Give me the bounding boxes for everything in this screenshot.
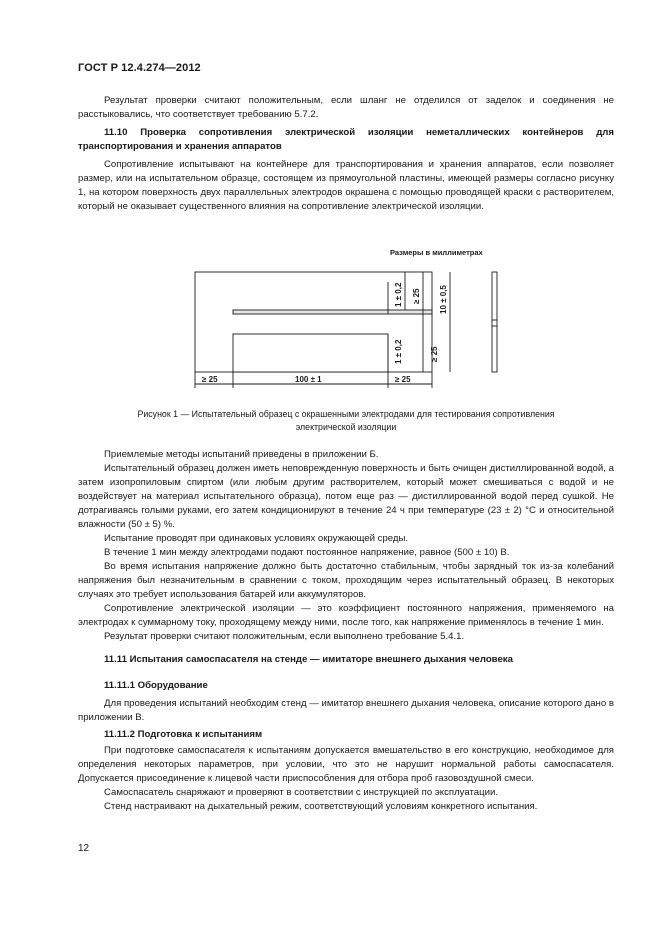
page-number: 12	[78, 843, 90, 854]
dim-right-margin: ≥ 25	[395, 375, 411, 384]
section-11-11-heading: 11.11 Испытания самоспасателя на стенде — имитаторе внешнего дыхания человека	[104, 654, 513, 665]
bottom-electrode	[233, 334, 388, 372]
section-11-10-heading: 11.10 Проверка сопротивления электрической изоляции неметаллических контейнеров для транспортирования и хранения аппаратов	[78, 127, 614, 152]
paragraph: Испытательный образец должен иметь неповрежденную поверхность и быть очищен дистиллированной водой, а затем изопропиловым спиртом (или любым другим растворителем, который может смешиваться с водой и не воздействует на материал испытательного образца), потом еще раз — дистиллированной водой перед сушкой. Не дотрагиваясь голыми руками, его затем кондиционируют в течение 24 ч при температуре (23 ± 2) °C и относительной влажности (50 ± 5) %.	[78, 463, 614, 530]
section-11-10-paragraph: Сопротивление испытывают на контейнере для транспортирования и хранения аппаратов, если позволяет размер, или на испытательном образце, состоящем из прямоугольной пластины, имеющей размеры согласно рисунку 1, на котором поверхность двух параллельных электродов окрашена с помощью проводящей краски с растворителем, который не оказывает существенного влияния на сопротивление электрической изоляции.	[78, 159, 614, 212]
dim-thickness: 10 ± 0,5	[439, 285, 448, 314]
paragraph: Сопротивление электрической изоляции — это коэффициент постоянного напряжения, применяемого на электродах к суммарному току, проходящему между ними, после того, как напряжение применялось в течение 1 мин.	[78, 603, 614, 628]
dim-top-band: ≥ 25	[412, 288, 421, 304]
paragraph: Стенд настраивают на дыхательный режим, соответствующий условиям конкретного испытания.	[104, 801, 538, 812]
dim-left-margin: ≥ 25	[202, 375, 218, 384]
paragraph: Во время испытания напряжение должно быть достаточно стабильным, чтобы зарядный ток из-за колебаний напряжения был незначительным в сравнении с током, проходящим через испытательный образец. В некоторых случаях это требует использования батарей или аккумуляторов.	[78, 561, 614, 600]
paragraph-text: Результат проверки считают положительным, если шланг не отделился от заделок и соединения не расстыковались, что соответствует требованию 5.7.2.	[78, 95, 614, 120]
dim-gap-top: 1 ± 0,2	[394, 282, 403, 307]
paragraph: В течение 1 мин между электродами подают постоянное напряжение, равное (500 ± 10) В.	[104, 547, 510, 558]
section-11-11-2-paragraphs	[78, 744, 614, 814]
dim-bottom-band: ≥ 25	[430, 346, 439, 362]
figure-units-note: Размеры в миллиметрах	[390, 248, 483, 257]
dim-length: 100 ± 1	[295, 375, 322, 384]
section-11-11-1-paragraph: Для проведения испытаний необходим стенд — имитатор внешнего дыхания человека, описание которого дано в приложении В.	[78, 698, 614, 723]
page-header: ГОСТ Р 12.4.274—2012	[78, 62, 201, 74]
section-11-11-2-heading: 11.11.2 Подготовка к испытаниям	[104, 729, 263, 740]
paragraph: Самоспасатель снаряжают и проверяют в соответствии с инструкцией по эксплуатации.	[104, 787, 498, 798]
figure-caption: Рисунок 1 — Испытательный образец с окрашенными электродами для тестирования сопротивления электрической изоляции	[137, 409, 555, 432]
top-electrode	[233, 310, 432, 314]
dim-gap-bottom: 1 ± 0,2	[394, 339, 403, 364]
body-paragraphs	[78, 448, 614, 644]
section-11-11-1-heading: 11.11.1 Оборудование	[104, 680, 208, 691]
paragraph: Испытание проводят при одинаковых условиях окружающей среды.	[104, 533, 409, 544]
figure-1-drawing	[180, 262, 520, 402]
result-paragraph	[78, 94, 614, 122]
paragraph: Результат проверки считают положительным, если выполнено требование 5.4.1.	[104, 631, 465, 642]
paragraph: Приемлемые методы испытаний приведены в приложении Б.	[104, 449, 379, 460]
paragraph: При подготовке самоспасателя к испытаниям допускается вмешательство в его конструкцию, необходимое для определения некоторых параметров, при условии, что это не нарушит нормальной работы самоспасателя. Допускается присоединение к лицевой части приспособления для отбора проб газовоздушной смеси.	[78, 745, 614, 784]
plate-edge-view	[492, 272, 497, 372]
